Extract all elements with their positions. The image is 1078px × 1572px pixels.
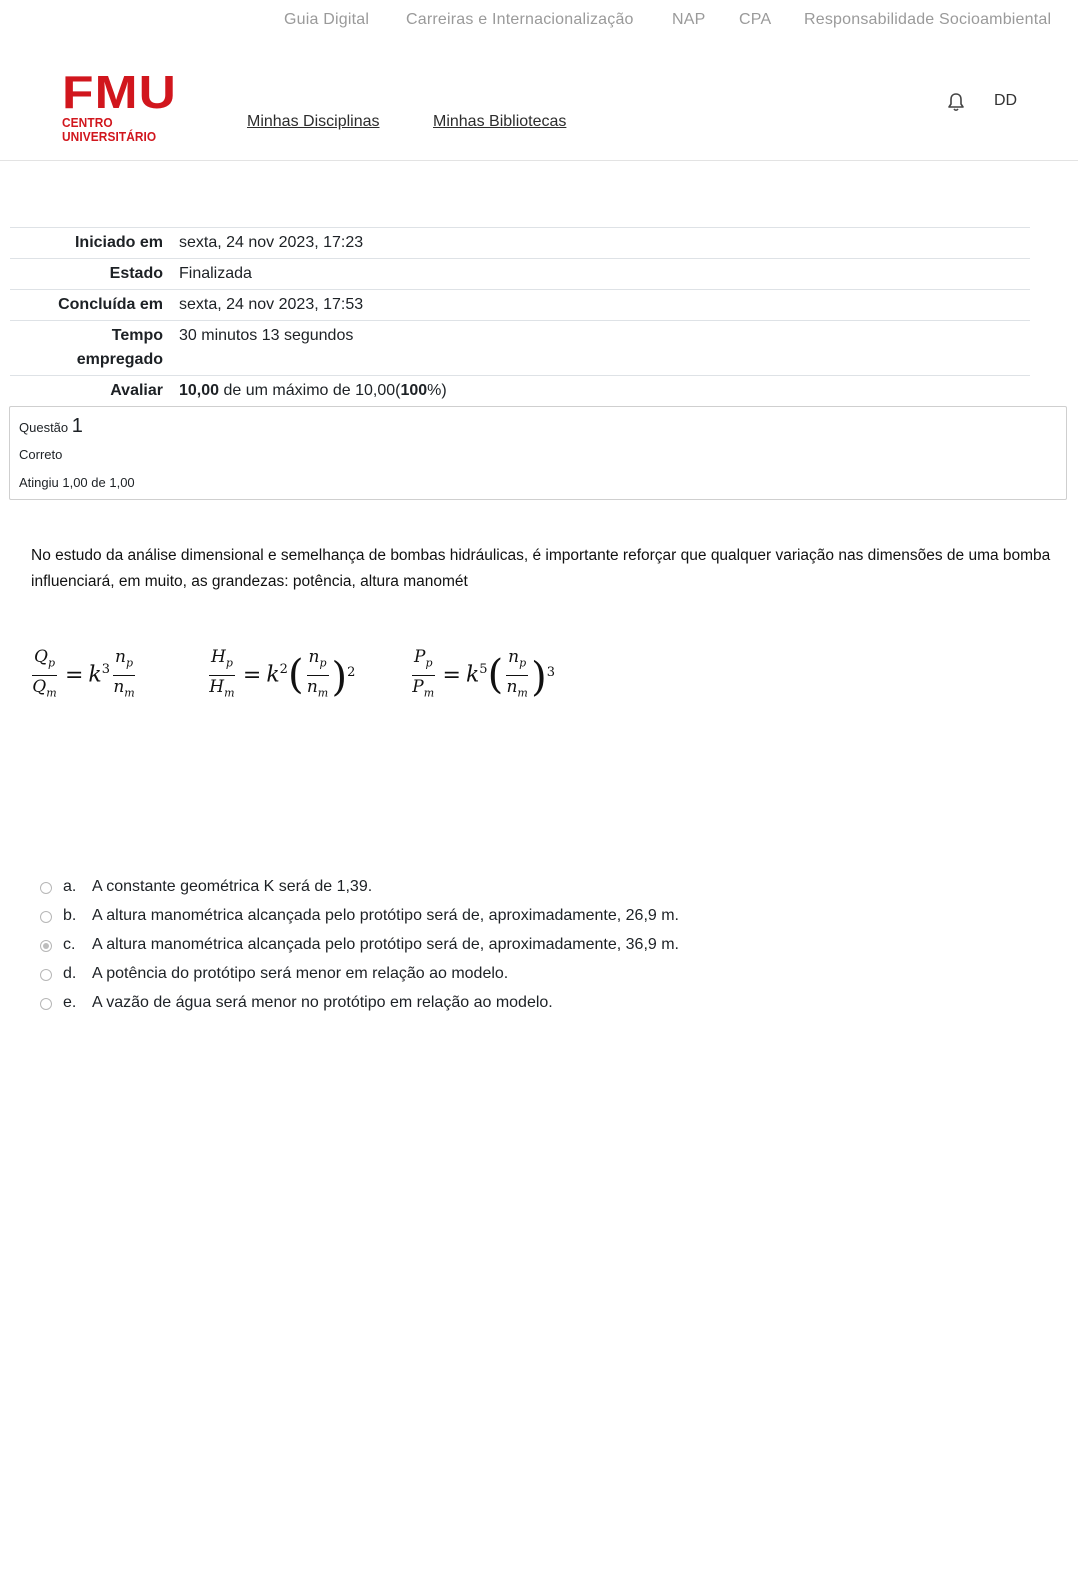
question-info-box	[9, 406, 1067, 500]
formula3-close-paren: )$^3$	[531, 654, 556, 701]
answer-letter: c.	[63, 936, 76, 953]
radio-a[interactable]	[40, 882, 52, 894]
answer-letter: a.	[63, 878, 77, 895]
nav-minhas-bibliotecas[interactable]: Minhas Bibliotecas	[433, 113, 567, 130]
answer-text: A potência do protótipo será menor em relação ao modelo.	[92, 965, 509, 982]
formula2-k: $k^2$	[266, 662, 288, 688]
state-value: Finalizada	[179, 265, 252, 282]
time-label	[10, 321, 179, 376]
formula1-ratio: $\frac{n_p}{n_m}$	[113, 647, 135, 699]
formula-flow-rate	[29, 645, 138, 705]
formula2-equals: =	[242, 662, 262, 688]
formula-head	[206, 645, 355, 705]
summary-row-time	[10, 321, 1030, 376]
formula3-open-paren: (	[487, 652, 504, 698]
time-label-line2: empregado	[76, 351, 163, 368]
formula2-open-paren: (	[287, 652, 304, 698]
question-mark: Atingiu 1,00 de 1,00	[19, 475, 135, 490]
question-title	[19, 415, 83, 438]
formula2-lhs: $\frac{H_p}{H_m}$	[209, 647, 235, 699]
summary-row-grade	[10, 376, 1030, 407]
nav-minhas-disciplinas[interactable]: Minhas Disciplinas	[247, 113, 380, 130]
formula3-k: $k^5$	[465, 662, 488, 688]
summary-row-state	[10, 259, 1030, 290]
topnav-guia-digital[interactable]: Guia Digital	[284, 11, 370, 28]
answer-letter: e.	[63, 994, 77, 1011]
attempt-summary-table	[10, 227, 1030, 406]
question-label: Questão	[19, 420, 72, 435]
grade-label: Avaliar	[110, 382, 163, 399]
formula-power	[409, 645, 555, 705]
answer-letter: d.	[63, 965, 77, 982]
completed-label: Concluída em	[58, 296, 163, 313]
radio-b[interactable]	[40, 911, 52, 923]
started-label: Iniciado em	[74, 234, 163, 251]
top-utility-nav	[0, 0, 1078, 44]
answer-text: A altura manométrica alcançada pelo protótipo será de, aproximadamente, 26,9 m.	[92, 907, 679, 924]
formula1-k: $k^3$	[88, 662, 111, 688]
formula1-lhs: $\frac{Q_p}{Q_m}$	[32, 647, 57, 699]
user-avatar[interactable]: DD	[994, 92, 1018, 109]
radio-c[interactable]	[40, 940, 52, 952]
formula2-ratio: $\frac{n_p}{n_m}$	[306, 647, 329, 699]
logo-main-text: FMU	[62, 66, 177, 118]
topnav-cpa[interactable]: CPA	[739, 11, 772, 28]
formula2-close-paren: )$^2$	[331, 654, 356, 701]
summary-row-completed	[10, 290, 1030, 321]
started-value: sexta, 24 nov 2023, 17:23	[179, 234, 364, 251]
grade-score: 10,00	[179, 382, 220, 399]
time-label-line1: Tempo	[111, 327, 163, 344]
question-text: No estudo da análise dimensional e semelhança de bombas hidráulicas, é importante reforçar que qualquer variação nas dimensões de uma bomba influenciará, em muito, as grandezas: potência, altura manomét	[31, 547, 1051, 590]
radio-e[interactable]	[40, 998, 52, 1010]
question-status: Correto	[19, 447, 63, 462]
formula3-equals: =	[442, 662, 461, 688]
fmu-logo[interactable]	[62, 66, 202, 144]
site-header	[0, 44, 1078, 161]
grade-percent: 100	[400, 382, 428, 399]
summary-row-started	[10, 228, 1030, 259]
question-number: 1	[71, 415, 83, 437]
topnav-carreiras[interactable]: Carreiras e Internacionalização	[406, 11, 634, 28]
topnav-nap[interactable]: NAP	[672, 11, 706, 28]
state-label: Estado	[109, 265, 163, 282]
formula3-lhs: $\frac{P_p}{P_m}$	[412, 647, 435, 699]
grade-value	[179, 376, 1030, 407]
formula3-ratio: $\frac{n_p}{n_m}$	[506, 647, 528, 699]
grade-end: %)	[427, 382, 447, 399]
answer-text: A constante geométrica K será de 1,39.	[92, 878, 373, 895]
formula1-equals: =	[64, 662, 84, 688]
grade-middle: de um máximo de 10,00(	[219, 382, 401, 399]
logo-sub-text: CENTRO UNIVERSITÁRIO	[62, 116, 157, 144]
bell-icon[interactable]	[945, 91, 967, 113]
topnav-responsabilidade[interactable]: Responsabilidade Socioambiental	[804, 11, 1052, 28]
answer-letter: b.	[63, 907, 77, 924]
answer-text: A vazão de água será menor no protótipo em relação ao modelo.	[92, 994, 553, 1011]
answer-text: A altura manométrica alcançada pelo protótipo será de, aproximadamente, 36,9 m.	[92, 936, 679, 953]
radio-d[interactable]	[40, 969, 52, 981]
completed-value: sexta, 24 nov 2023, 17:53	[179, 296, 364, 313]
time-value: 30 minutos 13 segundos	[179, 327, 354, 344]
